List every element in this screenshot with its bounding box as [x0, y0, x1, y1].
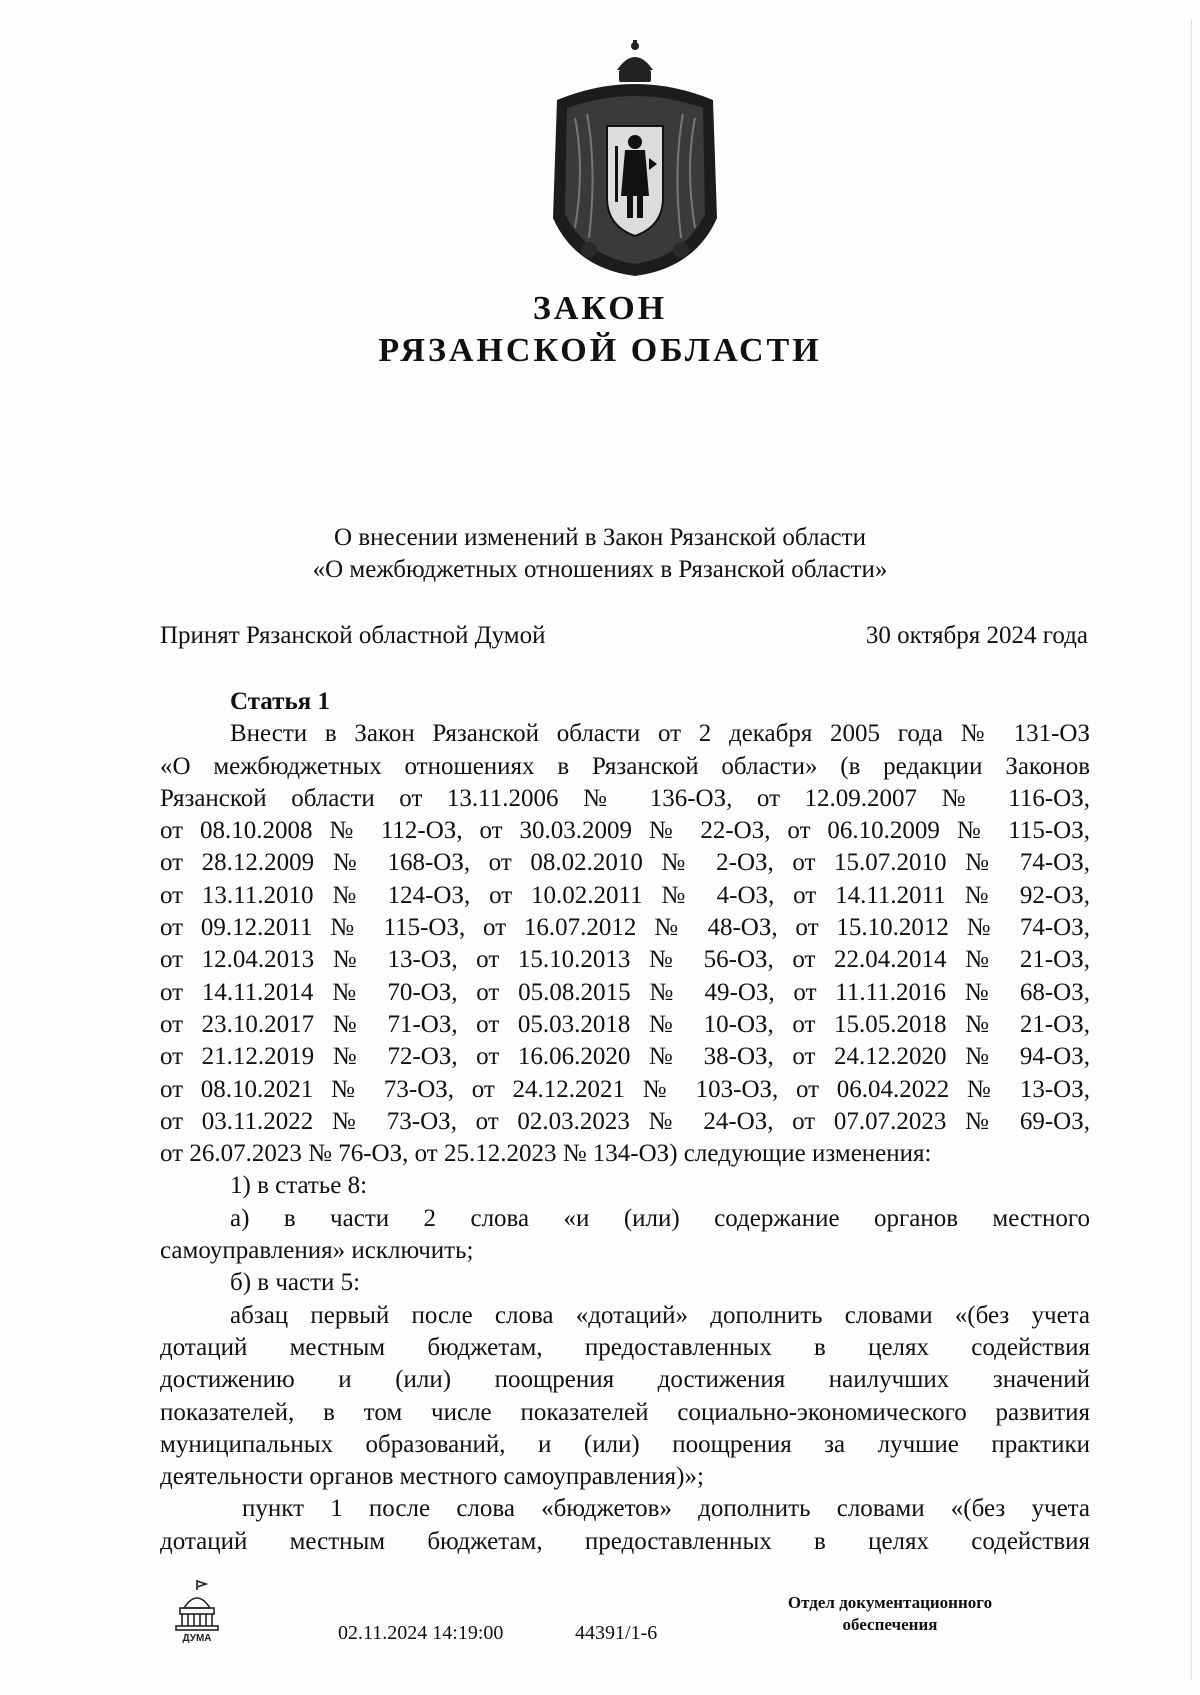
article-body [160, 686, 1090, 1558]
logo-text: ДУМА [182, 1633, 212, 1644]
para1-line: достижению и (или) поощрения достижения наилучших значений [160, 1366, 1090, 1394]
para2-line: пункт 1 после слова «бюджетов» дополнить словами «(без учета [242, 1495, 1090, 1523]
article-line: от 12.04.2013 № 13-ОЗ, от 15.10.2013 № 56-ОЗ, от 22.04.2014 № 21-ОЗ, [160, 946, 1090, 974]
adopted-by: Принят Рязанской областной Думой [160, 622, 546, 649]
para1-line: деятельности органов местного самоуправления)»; [160, 1463, 704, 1491]
department-line-2: обеспечения [842, 1615, 938, 1634]
article-line: «О межбюджетных отношениях в Рязанской области» (в редакции Законов [160, 752, 1090, 780]
para1-line: абзац первый после слова «дотаций» дополнить словами «(без учета [230, 1301, 1090, 1329]
subject-line-2: «О межбюджетных отношениях в Рязанской области» [312, 556, 888, 583]
para2-line: дотаций местным бюджетам, предоставленных в целях содействия [160, 1527, 1090, 1555]
article-line: от 03.11.2022 № 73-ОЗ, от 02.03.2023 № 24-ОЗ, от 07.07.2023 № 69-ОЗ, [160, 1107, 1090, 1135]
article-line: от 08.10.2008 № 112-ОЗ, от 30.03.2009 № 22-ОЗ, от 06.10.2009 № 115-ОЗ, [160, 817, 1090, 845]
item-1b: б) в части 5: [230, 1269, 361, 1297]
coat-of-arms-icon [545, 38, 725, 280]
law-title: ЗАКОН [532, 290, 668, 327]
para1-line: муниципальных образований, и (или) поощрения за лучшие практики [160, 1430, 1090, 1458]
article-line: от 13.11.2010 № 124-ОЗ, от 10.02.2011 № 4-ОЗ, от 14.11.2011 № 92-ОЗ, [160, 881, 1090, 909]
article-line: от 14.11.2014 № 70-ОЗ, от 05.08.2015 № 49-ОЗ, от 11.11.2016 № 68-ОЗ, [160, 978, 1090, 1006]
adopted-date: 30 октября 2024 года [865, 622, 1088, 649]
duma-building-logo-icon [170, 1578, 224, 1644]
registration-number: 44391/1-6 [575, 1622, 658, 1644]
article-line: Рязанской области от 13.11.2006 № 136-ОЗ, от 12.09.2007 № 116-ОЗ, [160, 784, 1090, 812]
para1-line: показателей, в том числе показателей социально-экономического развития [160, 1398, 1090, 1426]
article-line: от 08.10.2021 № 73-ОЗ, от 24.12.2021 № 103-ОЗ, от 06.04.2022 № 13-ОЗ, [160, 1075, 1090, 1103]
item-1a-line-1: а) в части 2 слова «и (или) содержание органов местного [230, 1204, 1090, 1232]
law-subject [0, 522, 1200, 586]
department-stamp [740, 1592, 1040, 1636]
item-1: 1) в статье 8: [230, 1172, 368, 1200]
subject-line-1: О внесении изменений в Закон Рязанской области [334, 524, 866, 551]
region-title: РЯЗАНСКОЙ ОБЛАСТИ [378, 332, 822, 369]
article-line: от 23.10.2017 № 71-ОЗ, от 05.03.2018 № 10-ОЗ, от 15.05.2018 № 21-ОЗ, [160, 1010, 1090, 1038]
article-line: от 09.12.2011 № 115-ОЗ, от 16.07.2012 № 48-ОЗ, от 15.10.2012 № 74-ОЗ, [160, 914, 1090, 942]
article-line: Внести в Закон Рязанской области от 2 декабря 2005 года № 131-ОЗ [230, 720, 1090, 748]
item-1a-line-2: самоуправления» исключить; [160, 1237, 474, 1265]
article-heading: Статья 1 [230, 688, 330, 715]
para1-line: дотаций местным бюджетам, предоставленных в целях содействия [160, 1333, 1090, 1361]
registration-datetime: 02.11.2024 14:19:00 [338, 1622, 504, 1644]
department-line-1: Отдел документационного [787, 1593, 993, 1612]
article-line: от 21.12.2019 № 72-ОЗ, от 16.06.2020 № 38-ОЗ, от 24.12.2020 № 94-ОЗ, [160, 1043, 1090, 1071]
article-line: от 26.07.2023 № 76-ОЗ, от 25.12.2023 № 134-ОЗ) следующие изменения: [160, 1140, 932, 1168]
scan-edge-line [1190, 20, 1192, 1680]
article-line: от 28.12.2009 № 168-ОЗ, от 08.02.2010 № 2-ОЗ, от 15.07.2010 № 74-ОЗ, [160, 849, 1090, 877]
